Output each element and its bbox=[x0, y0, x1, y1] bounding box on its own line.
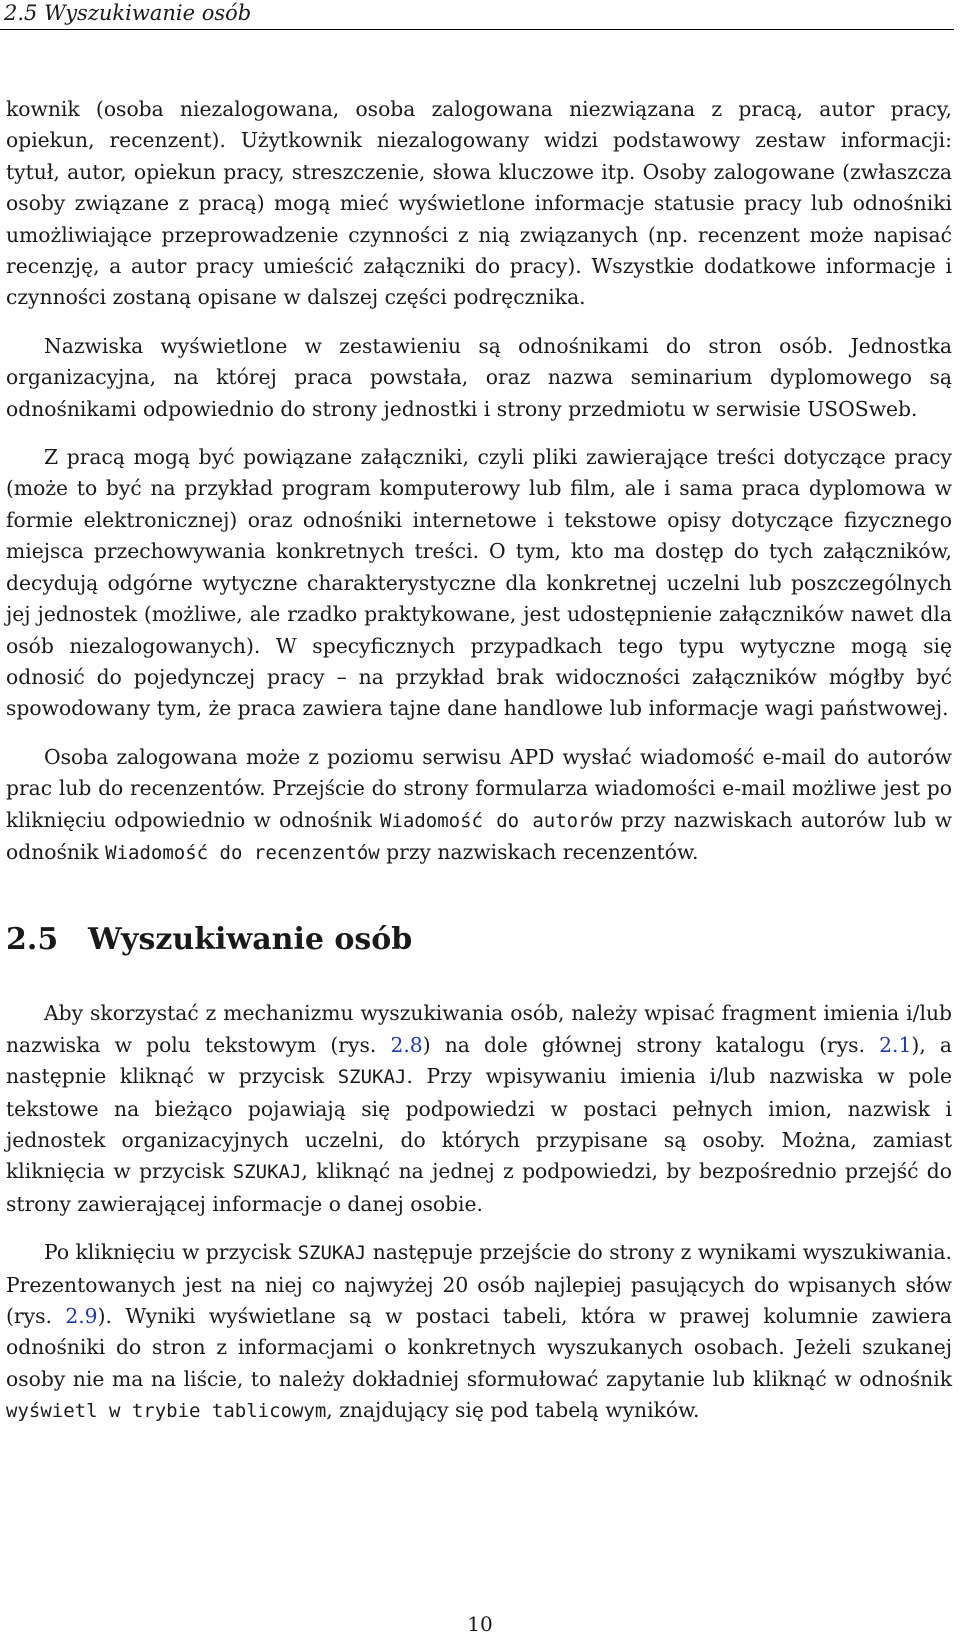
text-span: następuje przejście do strony z wynikami wyszukiwania. Prezentowanych jest na niej co najwyżej 20 osób najlepiej pasujących do wpisanych słów (rys. bbox=[6, 1240, 952, 1328]
paragraph-search-results bbox=[6, 1237, 952, 1427]
link-table-mode[interactable]: wyświetl w trybie tablicowym bbox=[6, 1400, 327, 1423]
text-span: , znajdujący się pod tabelą wyników. bbox=[326, 1398, 700, 1423]
paragraph-names-links: Nazwiska wyświetlone w zestawieniu są odnośnikami do stron osób. Jednostka organizacyjna, na której praca powstała, oraz nazwa seminarium dyplomowego są odnośnikami odpowiednio do strony jednostki i strony przedmiotu w serwisie USOSweb. bbox=[6, 333, 952, 421]
text-span: przy nazwiskach recenzentów. bbox=[379, 839, 699, 864]
paragraph-email bbox=[6, 742, 952, 870]
text-span: Osoba zalogowana może z poziomu serwisu APD wysłać wiadomość e-mail do autorów prac lub do recenzentów. Przejście do strony formularza wiadomości e-mail możliwe jest po kliknięciu odpowiednio w odnośnik bbox=[6, 744, 952, 832]
text-span: . Przy wpisywaniu imienia i/lub nazwiska w pole tekstowe na bieżąco pojawiają się podpowiedzi w postaci pełnych imion, nazwisk i jednostek organizacyjnych uczelni, do których przypisane są osoby. Można, zamiast kliknięcia w przycisk bbox=[6, 1064, 952, 1184]
text-span: , kliknąć na jednej z podpowiedzi, by bezpośrednio przejść do strony zawierającej informacje o danej osobie. bbox=[6, 1159, 952, 1216]
text-span: Aby skorzystać z mechanizmu wyszukiwania osób, należy wpisać fragment imienia i/lub nazwiska w polu tekstowym (rys. bbox=[6, 1001, 952, 1057]
figure-ref-2-9[interactable]: 2.9 bbox=[65, 1304, 98, 1328]
page-number: 10 bbox=[467, 1612, 493, 1636]
paragraph-search-intro bbox=[6, 998, 952, 1220]
link-message-to-authors[interactable]: Wiadomość do autorów bbox=[380, 809, 613, 832]
section-number: 2.5 bbox=[6, 922, 59, 958]
paragraph-continued: kownik (osoba niezalogowana, osoba zalogowana niezwiązana z pracą, autor pracy, opiekun, recenzent). Użytkownik niezalogowany widzi podstawowy zestaw informacji: tytuł, autor, opiekun pracy, streszczenie, słowa kluczowe itp. Osoby zalogowane (zwłaszcza osoby związane z pracą) mogą mieć wyświetlone informacje statusie pracy lub odnośniki umożliwiające przeprowadzenie czynności z nią związanych (np. recenzent może napisać recenzję, a autor pracy umieścić załączniki do pracy). Wszystkie dodatkowe informacje i czynności zostaną opisane w dalszej części podręcznika. bbox=[6, 97, 952, 310]
link-message-to-reviewers[interactable]: Wiadomość do recenzentów bbox=[105, 841, 380, 864]
figure-ref-2-1[interactable]: 2.1 bbox=[879, 1032, 912, 1057]
text-span: ) na dole głównej strony katalogu (rys. bbox=[422, 1032, 880, 1057]
code-szukaj: SZUKAJ bbox=[337, 1066, 407, 1089]
section-title: Wyszukiwanie osób bbox=[88, 922, 413, 958]
code-szukaj: SZUKAJ bbox=[297, 1242, 367, 1265]
section-heading bbox=[6, 922, 952, 958]
text-span: przy nazwiskach autorów lub w odnośnik bbox=[6, 807, 952, 864]
header-rule bbox=[0, 29, 954, 30]
figure-ref-2-8[interactable]: 2.8 bbox=[390, 1032, 423, 1057]
text-span: ). Wyniki wyświetlane są w postaci tabeli, która w prawej kolumnie zawiera odnośniki do stron z informacjami o konkretnych wyszukanych osobach. Jeżeli szukanej osoby nie ma na liście, to należy dokładniej sformułować zapytanie lub kliknąć w odnośnik bbox=[6, 1304, 952, 1391]
code-szukaj: SZUKAJ bbox=[232, 1161, 302, 1184]
paragraph-attachments: Z pracą mogą być powiązane załączniki, czyli pliki zawierające treści dotyczące pracy (może to być na przykład program komputerowy lub film, ale i sama praca dyplomowa w formie elektronicznej) oraz odnośniki internetowe i tekstowe opisy dotyczące fizycznego miejsca przechowywania konkretnych treści. O tym, kto ma dostęp do tych załączników, decydują odgórne wytyczne charakterystyczne dla konkretnej uczelni lub poszczególnych jej jednostek (możliwe, ale rzadko praktykowane, jest udostępnienie załączników nawet dla osób niezalogowanych). W specyficznych przypadkach tego typu wytyczne mogą się odnosić do pojedynczej pracy – na przykład brak widoczności załączników mógłby być spowodowany tym, że praca zawiera tajne dane handlowe lub informacje wagi państwowej. bbox=[6, 445, 952, 721]
running-header: 2.5 Wyszukiwanie osób bbox=[4, 1, 252, 25]
text-span: ), a następnie kliknąć w przycisk bbox=[6, 1032, 952, 1089]
document-body bbox=[6, 94, 952, 1445]
text-span: Po kliknięciu w przycisk bbox=[44, 1240, 298, 1265]
